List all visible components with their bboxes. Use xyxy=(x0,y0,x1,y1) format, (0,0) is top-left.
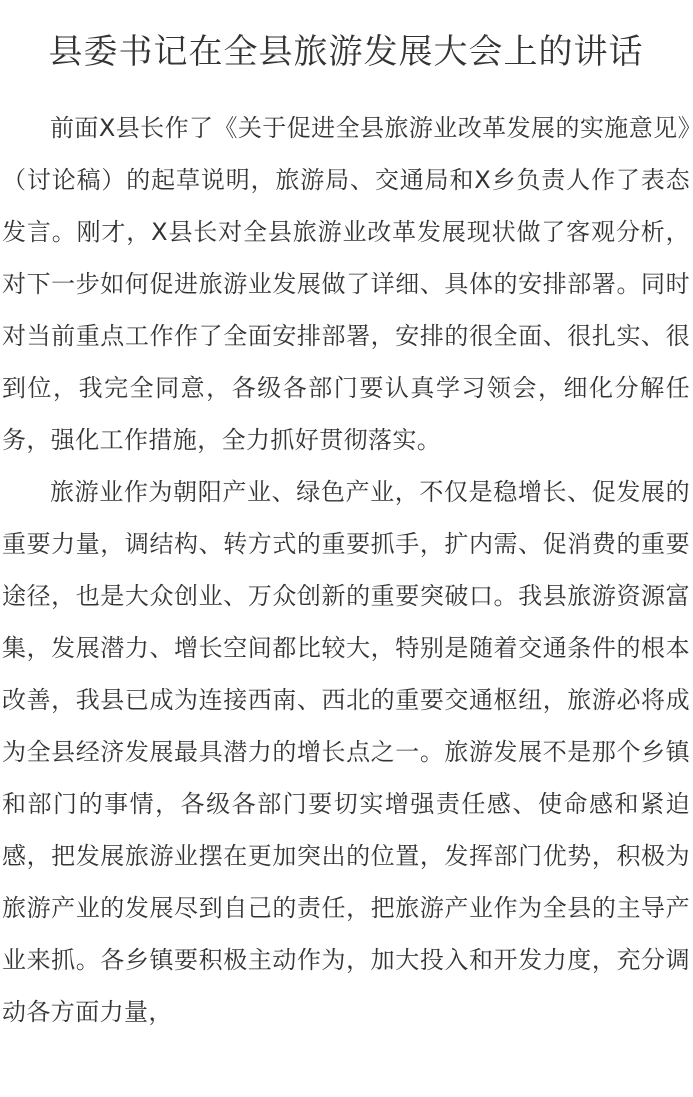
document-body xyxy=(2,102,690,1038)
paragraph-2: 旅游业作为朝阳产业、绿色产业，不仅是稳增长、促发展的重要力量，调结构、转方式的重要抓手，扩内需、促消费的重要途径，也是大众创业、万众创新的重要突破口。我县旅游资源富集，发展潜力、增长空间都比较大，特别是随着交通条件的根本改善，我县已成为连接西南、西北的重要交通枢纽，旅游必将成为全县经济发展最具潜力的增长点之一。旅游发展不是那个乡镇和部门的事情，各级各部门要切实增强责任感、使命感和紧迫感，把发展旅游业摆在更加突出的位置，发挥部门优势，积极为旅游产业的发展尽到自己的责任，把旅游产业作为全县的主导产业来抓。各乡镇要积极主动作为，加大投入和开发力度，充分调动各方面力量， xyxy=(2,478,690,1026)
paragraph-1: 前面X县长作了《关于促进全县旅游业改革发展的实施意见》（讨论稿）的起草说明，旅游局、交通局和X乡负责人作了表态发言。刚才，X县长对全县旅游业改革发展现状做了客观分析，对下一步如何促进旅游业发展做了详细、具体的安排部署。同时对当前重点工作作了全面安排部署，安排的很全面、很扎实、很到位，我完全同意，各级各部门要认真学习领会，细化分解任务，强化工作措施，全力抓好贯彻落实。 xyxy=(2,114,690,454)
document-title: 县委书记在全县旅游发展大会上的讲话 xyxy=(48,32,644,72)
